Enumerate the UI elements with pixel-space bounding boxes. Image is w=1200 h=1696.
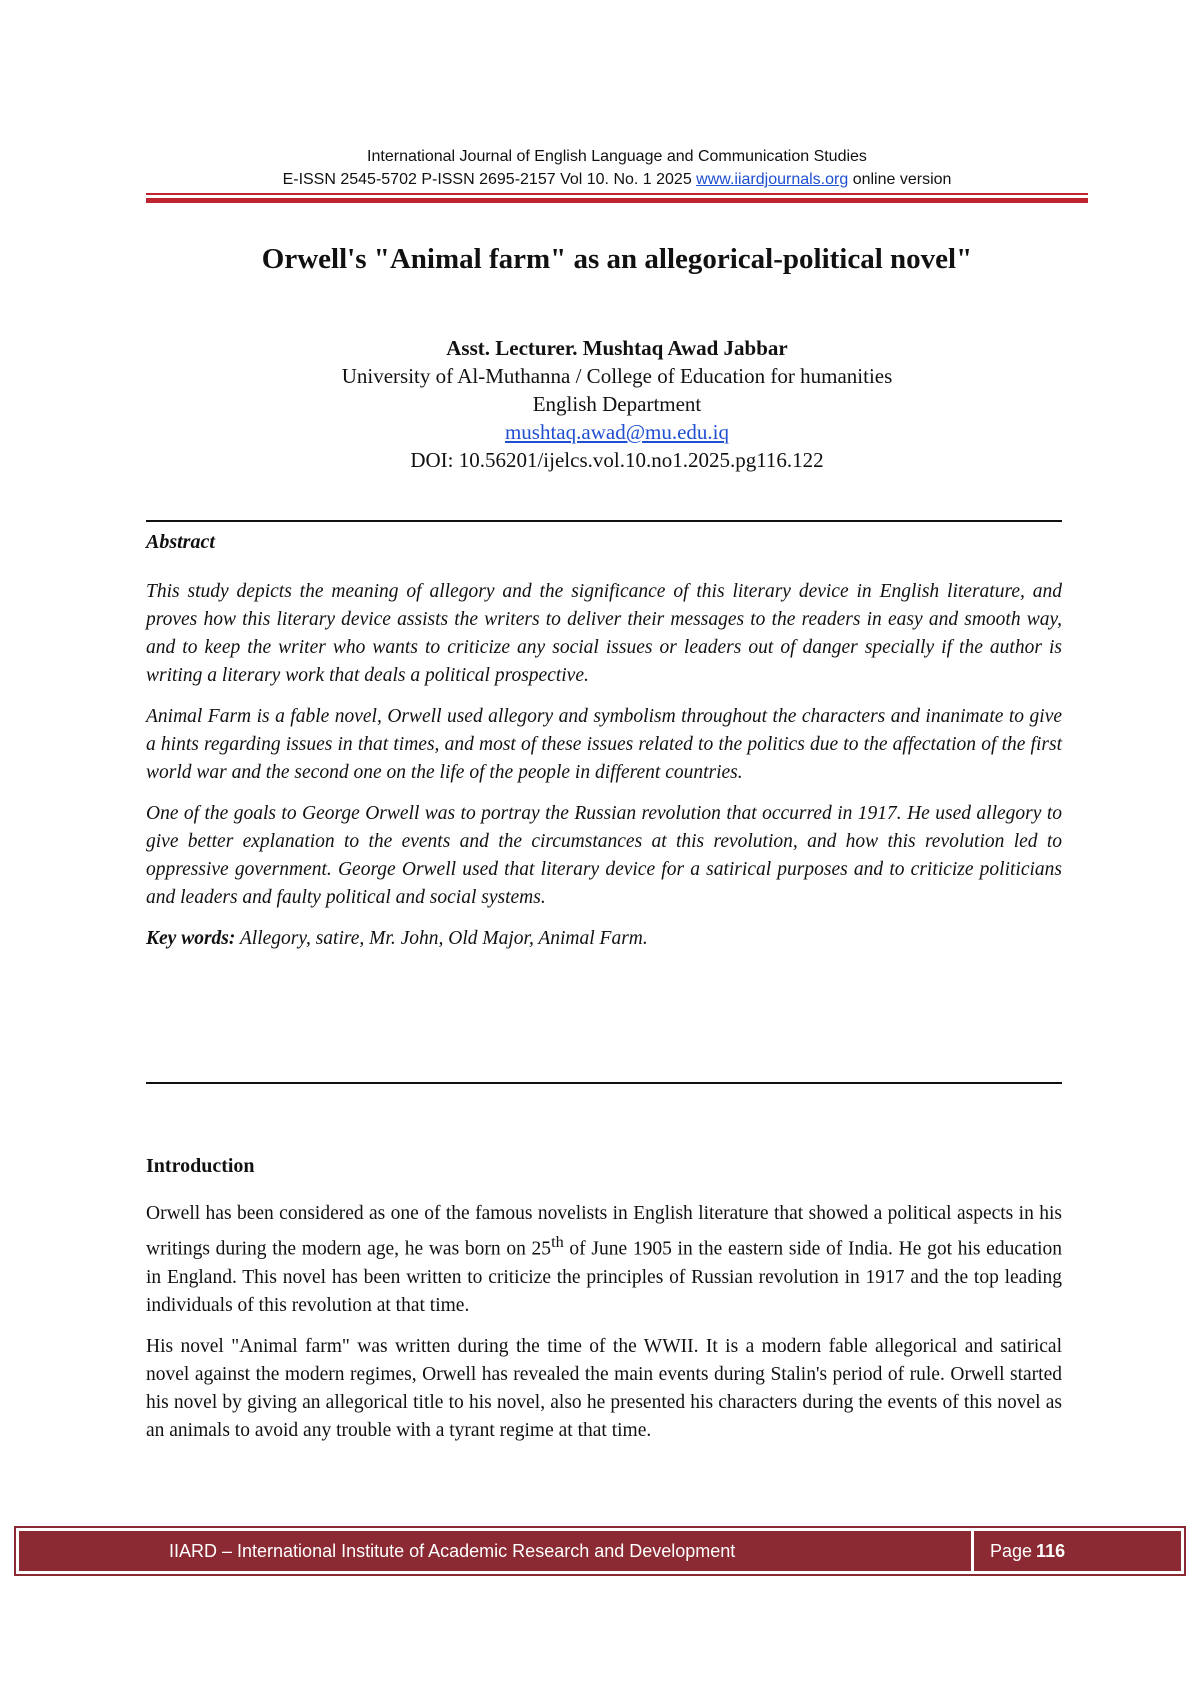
abstract-section (146, 528, 1062, 966)
article-title: Orwell's "Animal farm" as an allegorical-political novel" (261, 243, 973, 275)
doi: DOI: 10.56201/ijelcs.vol.10.no1.2025.pg116.122 (410, 448, 824, 472)
header-rule-thick (146, 198, 1088, 203)
author-affiliation: University of Al-Muthanna / College of Education for humanities (341, 364, 893, 388)
page-label: Page (990, 1540, 1033, 1561)
online-version-text: online version (852, 171, 952, 188)
keywords-label: Key words: (146, 928, 236, 949)
journal-website-link[interactable]: www.iiardjournals.org (696, 171, 849, 188)
footer-institute: IIARD – International Institute of Academic Research and Development (19, 1531, 971, 1571)
intro-p1-part2: of June 1905 in the eastern side of India. He got his education in England. This novel has been written to criticize the principles of Russian revolution in 1917 and the top leading individuals of this revolution at that time. (146, 1238, 1062, 1316)
author-department: English Department (532, 392, 702, 416)
abstract-paragraph-3: One of the goals to George Orwell was to portray the Russian revolution that occurred in 1917. He used allegory to give better explanation to the events and the circumstances at this revolution, and how this revolution led to oppressive government. George Orwell used that literary device for a satirical purposes and to criticize politicians and leaders and faulty political and social systems. (146, 803, 1062, 908)
journal-header (146, 145, 1088, 191)
abstract-paragraph-1: This study depicts the meaning of allegory and the significance of this literary device in English literature, and proves how this literary device assists the writers to deliver their messages to the readers in easy and smooth way, and to keep the writer who wants to criticize any social issues or leaders out of danger specially if the author is writing a literary work that deals a political prospective. (146, 581, 1062, 686)
intro-p1-part1: Orwell has been considered as one of the famous novelists in English literature that showed a political aspects in his writings during the modern age, he was born on 25 (146, 1203, 1062, 1260)
footer-page (974, 1531, 1181, 1571)
intro-p1-superscript: th (551, 1233, 564, 1251)
journal-name: International Journal of English Language and Communication Studies (367, 148, 867, 165)
header-rule-thin (146, 193, 1088, 195)
issn-line (146, 168, 1088, 191)
abstract-top-divider (146, 520, 1062, 522)
introduction-section (146, 1152, 1062, 1458)
author-email-link[interactable]: mushtaq.awad@mu.edu.iq (504, 420, 730, 444)
abstract-heading: Abstract (146, 531, 215, 553)
introduction-heading: Introduction (146, 1155, 255, 1177)
abstract-bottom-divider (146, 1082, 1062, 1084)
keywords (146, 925, 1062, 953)
page-footer (14, 1526, 1186, 1576)
page-number: 116 (1036, 1540, 1066, 1561)
author-block (146, 334, 1088, 474)
author-name: Asst. Lecturer. Mushtaq Awad Jabbar (446, 336, 788, 360)
issn-text: E-ISSN 2545-5702 P-ISSN 2695-2157 Vol 10. No. 1 2025 (282, 171, 692, 188)
introduction-paragraph-1 (146, 1200, 1062, 1320)
abstract-paragraph-2: Animal Farm is a fable novel, Orwell used allegory and symbolism throughout the characters and inanimate to give a hints regarding issues in that times, and most of these issues related to the politics due to the affectation of the first world war and the second one on the life of the people in different countries. (146, 706, 1062, 783)
introduction-paragraph-2: His novel "Animal farm" was written during the time of the WWII. It is a modern fable allegorical and satirical novel against the modern regimes, Orwell has revealed the main events during Stalin's period of rule. Orwell started his novel by giving an allegorical title to his novel, also he presented his characters during the events of this novel as an animals to avoid any trouble with a tyrant regime at that time. (146, 1335, 1062, 1441)
keywords-list: Allegory, satire, Mr. John, Old Major, Animal Farm. (235, 928, 648, 949)
